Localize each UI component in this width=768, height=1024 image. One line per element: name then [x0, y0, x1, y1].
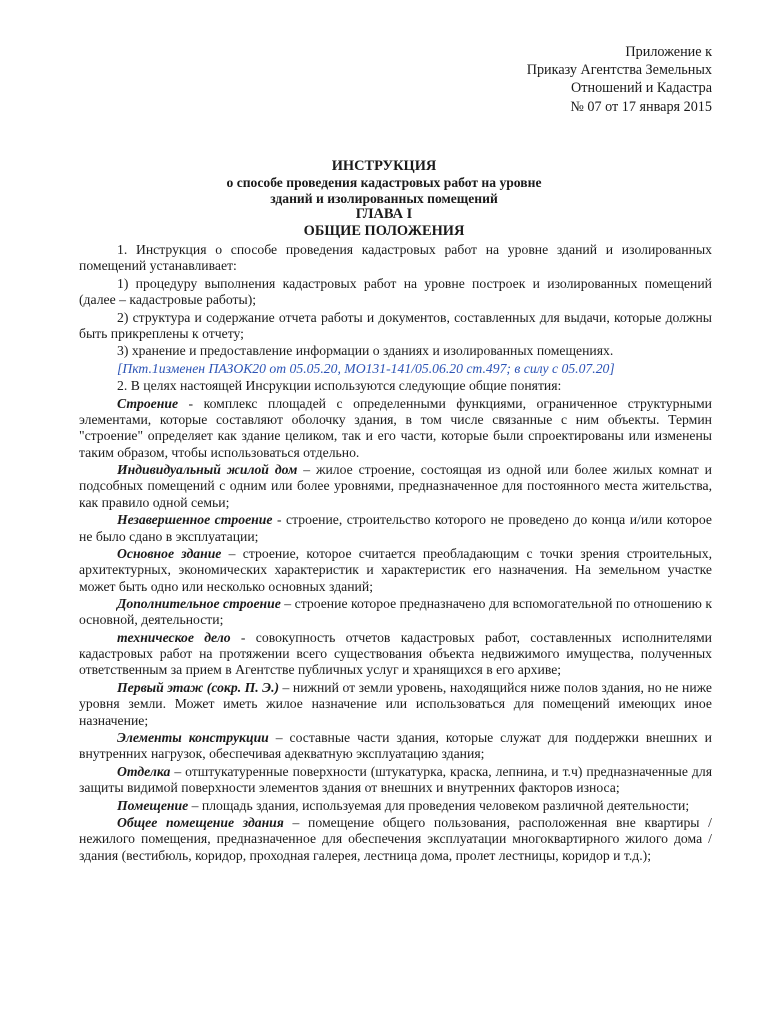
definition-paragraph	[79, 730, 712, 763]
paragraph-text: – составные части здания, которые служат для поддержки внешних и внутренних нагрузок, обеспечивая адекватную эксплуатацию здания;	[79, 730, 712, 762]
definition-paragraph	[79, 680, 712, 729]
paragraph-text: – нижний от земли уровень, находящийся ниже полов здания, но не ниже уровня земли. Может иметь жилое назначение или использоваться для помещений имеющих иное назначение;	[79, 679, 712, 728]
definition-paragraph	[79, 546, 712, 595]
paragraph-text: 2) структура и содержание отчета работы и документов, составленных для выдачи, которые должны быть прикреплены к отчету;	[79, 309, 712, 341]
chapter-title: ОБЩИЕ ПОЛОЖЕНИЯ	[303, 223, 465, 239]
chapter-number: ГЛАВА I	[355, 206, 413, 222]
defined-term: Строение	[117, 395, 179, 411]
paragraph-text: 1. Инструкция о способе проведения кадастровых работ на уровне зданий и изолированных помещений устанавливает:	[79, 242, 712, 274]
body-paragraph	[79, 276, 712, 309]
definition-paragraph	[79, 462, 712, 511]
definition-paragraph	[79, 815, 712, 864]
paragraph-text: - совокупность отчетов кадастровых работ, составленных исполнителями кадастровых работ на протяжении всего существования объекта недвижимого имущества, полученных ответственным за прием в Агентстве публичных услуг и хранящихся в его архиве;	[79, 629, 712, 678]
document-subtitle: о способе проведения кадастровых работ на уровне	[226, 175, 542, 190]
paragraph-text: – отштукатуренные поверхности (штукатурка, краска, лепнина, и т.ч) предназначенные для защиты видимой поверхности элементов здания от внешних и внутренних факторов износа;	[79, 763, 712, 796]
definition-paragraph	[79, 630, 712, 679]
amendment-text: [Пкт.1изменен ПАЗОК20 от 05.05.20, MO131-141/05.06.20 ст.497; в силу с 05.07.20]	[117, 360, 615, 376]
appendix-line: Приказу Агентства Земельных	[526, 62, 712, 79]
body-paragraph	[79, 343, 712, 359]
paragraph-text: 2. В целях настоящей Инсрукции используются следующие общие понятия:	[117, 378, 562, 394]
body-paragraph	[79, 310, 712, 343]
paragraph-text: - строение, строительство которого не проведено до конца и/или которое не было сдано в эксплуатации;	[79, 512, 712, 544]
defined-term: Первый этаж (сокр. П. Э.)	[117, 679, 280, 695]
definition-paragraph	[79, 798, 712, 814]
appendix-line: № 07 от 17 января 2015	[570, 98, 712, 115]
appendix-line: Отношений и Кадастра	[571, 80, 712, 97]
document-heading	[0, 158, 768, 240]
paragraph-text: - комплекс площадей с определенными функциями, ограниченное структурными элементами, которые составляют оболочку здания, в том числе связанные с ним объекты. Термин "строение" определяет как здание целиком, так и его части, которые были спроектированы или изменены таким образом, чтобы использоваться отдельно.	[79, 395, 712, 460]
amendment-note	[79, 361, 712, 377]
paragraph-text: – площадь здания, используемая для проведения человеком различной деятельности;	[188, 797, 690, 813]
paragraph-text: 1) процедуру выполнения кадастровых работ на уровне построек и изолированных помещений (далее – кадастровые работы);	[79, 275, 712, 308]
document-subtitle: зданий и изолированных помещений	[270, 190, 498, 206]
defined-term: Индивидуальный жилой дом	[117, 462, 298, 478]
defined-term: техническое дело	[117, 629, 231, 645]
document-title: ИНСТРУКЦИЯ	[331, 158, 437, 174]
paragraph-text: – помещение общего пользования, расположенная вне квартиры /нежилого помещения, предназначенное для обеспечения эксплуатации многоквартирного жилого дома / здания (вестибюль, коридор, проходная галерея, лестница дома, пролет лестницы, коридор и т.д.);	[79, 815, 712, 863]
defined-term: Дополнительное строение	[117, 596, 281, 612]
defined-term: Элементы конструкции	[117, 730, 269, 746]
paragraph-text: – жилое строение, состоящая из одной или более жилых комнат и подсобных помещений с одним или более уровнями, предназначенное для постоянного места жительства, как правило одной семьи;	[79, 462, 712, 510]
definition-paragraph	[79, 596, 712, 629]
body-paragraph	[79, 378, 712, 394]
paragraph-text: 3) хранение и предоставление информации о зданиях и изолированных помещениях.	[117, 343, 614, 359]
definition-paragraph	[79, 396, 712, 461]
defined-term: Основное здание	[117, 546, 222, 562]
appendix-line: Приложение к	[625, 44, 712, 60]
paragraph-text: – строение, которое считается преобладающим с точки зрения строительных, архитектурных, экономических характеристик и характеристик его назначения. На земельном участке может быть одно или несколько основных зданий;	[79, 546, 712, 594]
defined-term: Общее помещение здания	[117, 815, 284, 831]
defined-term: Помещение	[117, 797, 189, 813]
document-body	[79, 242, 712, 864]
body-paragraph	[79, 242, 712, 275]
definition-paragraph	[79, 512, 712, 545]
appendix-reference	[527, 43, 712, 116]
defined-term: Незавершенное строение	[117, 512, 273, 528]
defined-term: Отделка	[117, 763, 171, 779]
definition-paragraph	[79, 764, 712, 797]
paragraph-text: – строение которое предназначено для вспомогательной по отношению к основной, деятельности;	[79, 596, 712, 628]
